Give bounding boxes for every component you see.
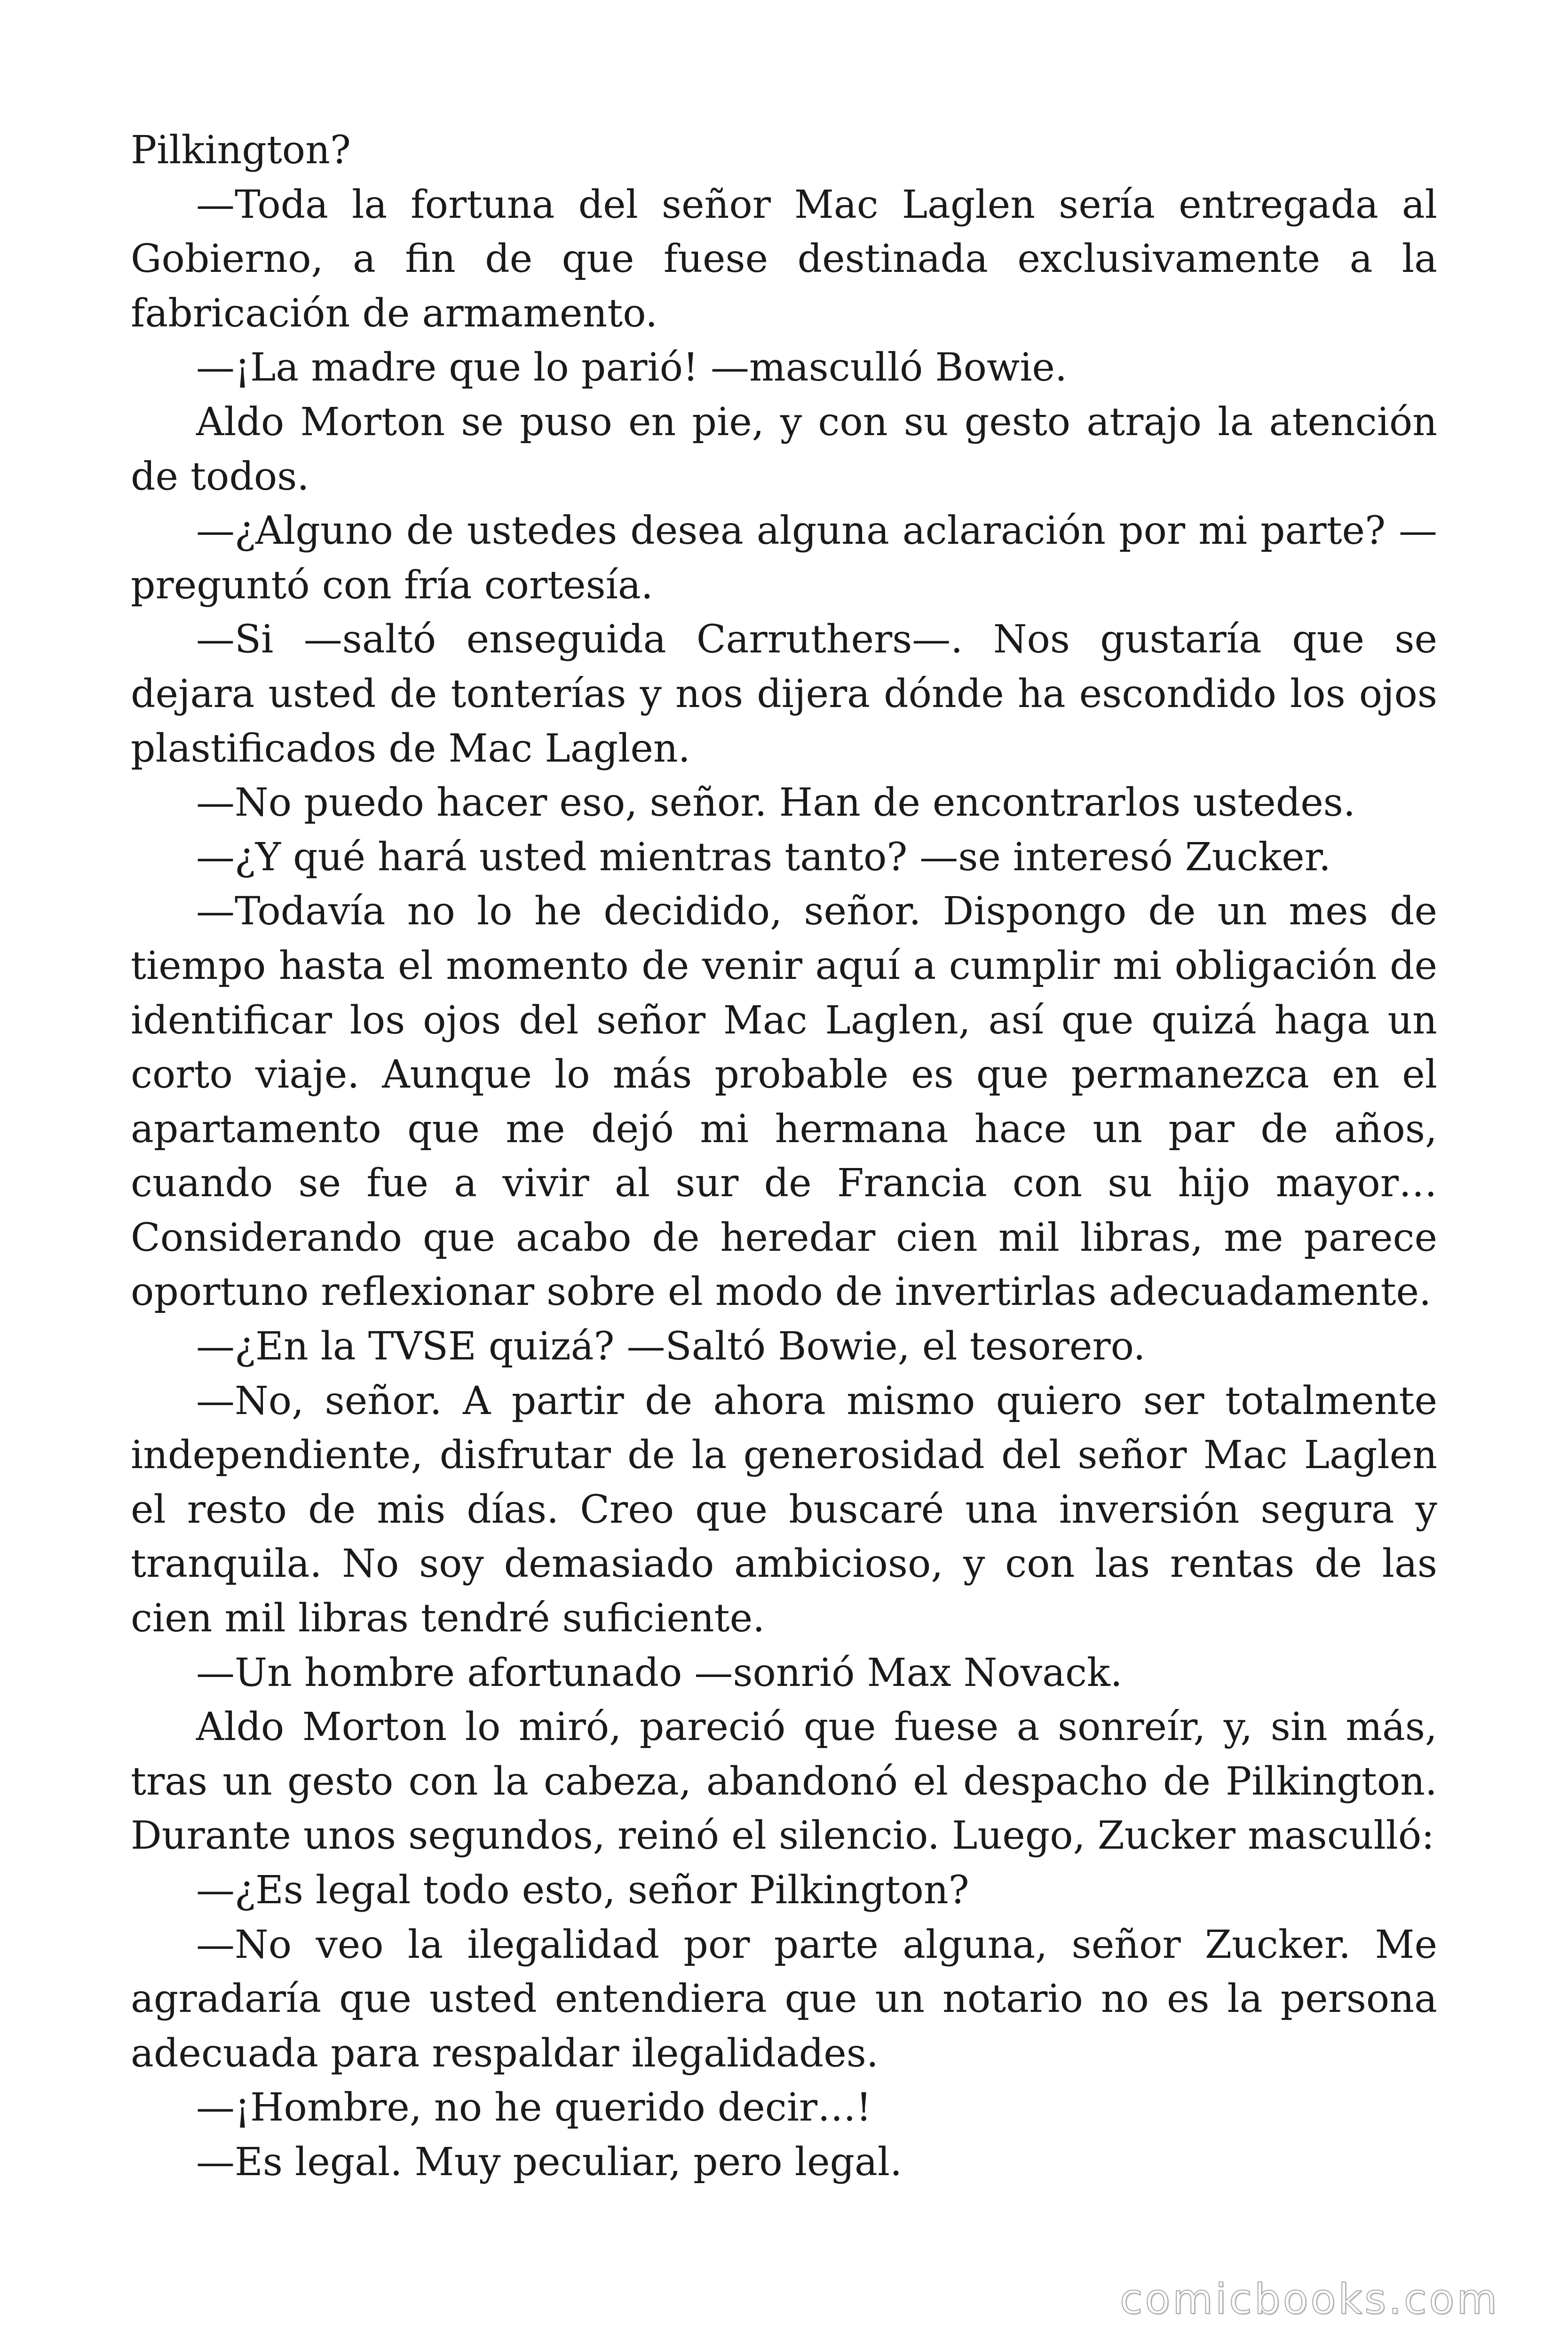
paragraph: Aldo Morton se puso en pie, y con su gesto atrajo la atención de todos. <box>131 399 1437 499</box>
paragraph: —No veo la ilegalidad por parte alguna, señor Zucker. Me agradaría que usted entendiera que un notario no es la persona adecuada para respaldar ilegalidades. <box>131 1922 1437 2076</box>
paragraph: Aldo Morton lo miró, pareció que fuese a sonreír, y, sin más, tras un gesto con la cabeza, abandonó el despacho de Pilkington. Durante unos segundos, reinó el silencio. Luego, Zucker masculló: <box>131 1705 1437 1859</box>
book-page-text <box>131 123 1437 2190</box>
paragraph: —Todavía no lo he decidido, señor. Dispongo de un mes de tiempo hasta el momento de venir aquí a cumplir mi obligación de identificar los ojos del señor Mac Laglen, así que quizá haga un corto viaje. Aunque lo más probable es que permanezca en el apartamento que me dejó mi hermana hace un par de años, cuando se fue a vivir al sur de Francia con su hijo mayor… Considerando que acabo de heredar cien mil libras, me parece oportuno reflexionar sobre el modo de invertirlas adecuadamente. <box>131 889 1437 1315</box>
paragraph: —Un hombre afortunado —sonrió Max Novack. <box>196 1650 1123 1695</box>
paragraph: —¿Y qué hará usted mientras tanto? —se interesó Zucker. <box>196 834 1331 880</box>
paragraph: —No, señor. A partir de ahora mismo quiero ser totalmente independiente, disfrutar de la generosidad del señor Mac Laglen el resto de mis días. Creo que buscaré una inversión segura y tranquila. No soy demasiado ambicioso, y con las rentas de las cien mil libras tendré suficiente. <box>131 1378 1437 1641</box>
paragraph: —¿Es legal todo esto, señor Pilkington? <box>196 1868 969 1913</box>
paragraph: —¿Alguno de ustedes desea alguna aclaración por mi parte? —preguntó con fría cortesía. <box>131 509 1437 608</box>
paragraph: —¿En la TVSE quizá? —Saltó Bowie, el tesorero. <box>196 1324 1146 1369</box>
paragraph: —Es legal. Muy peculiar, pero legal. <box>196 2139 903 2185</box>
paragraph: —No puedo hacer eso, señor. Han de encontrarlos ustedes. <box>196 780 1355 826</box>
paragraph: —¡Hombre, no he querido decir…! <box>196 2085 872 2130</box>
paragraph: —Si —saltó enseguida Carruthers—. Nos gustaría que se dejara usted de tonterías y nos dijera dónde ha escondido los ojos plastificados de Mac Laglen. <box>131 617 1437 771</box>
paragraph: Pilkington? <box>131 128 351 173</box>
paragraph: —¡La madre que lo parió! —mascullό Bowie. <box>196 345 1068 390</box>
paragraph: —Toda la fortuna del señor Mac Laglen sería entregada al Gobierno, a fin de que fuese destinada exclusivamente a la fabricación de armamento. <box>131 182 1437 336</box>
watermark: comicbooks.com <box>1119 2275 1499 2323</box>
